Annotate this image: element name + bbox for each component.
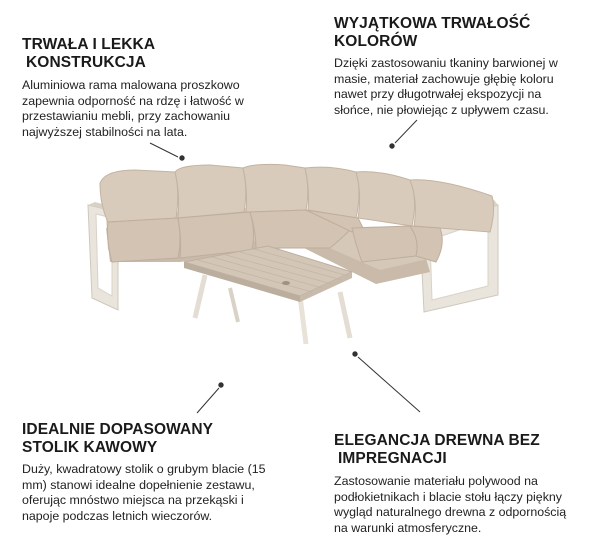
- feature-title-line: IDEALNIE DOPASOWANY: [22, 421, 214, 438]
- coffee-table: [184, 246, 352, 344]
- feature-description-line: oferując mnóstwo miejsca na przekąski i: [22, 493, 244, 507]
- feature-description-line: Duży, kwadratowy stolik o grubym blacie (15: [22, 462, 266, 476]
- feature-description-line: wygląd naturalnego drewna z odpornością: [334, 505, 567, 519]
- feature-title-line: KOLORÓW: [334, 33, 418, 50]
- feature-title: [22, 421, 282, 457]
- feature-description-line: napoje podczas letnich wieczorów.: [22, 508, 213, 523]
- feature-description: [22, 462, 282, 524]
- feature-description-line: Aluminiowa rama malowana proszkowo: [22, 78, 240, 92]
- pointer-dot-wood: [353, 352, 357, 356]
- feature-description: [334, 56, 574, 118]
- feature-title-line: TRWAŁA I LEKKA: [22, 36, 156, 53]
- feature-description-line: zapewnia odporność na rdzę i łatwość w: [22, 93, 244, 108]
- feature-frame: [22, 36, 272, 140]
- pointer-line-frame: [150, 143, 178, 157]
- feature-description-line: nawet przy długotrwałej ekspozycji na: [334, 87, 542, 101]
- feature-title-line: ELEGANCJA DREWNA BEZ: [334, 432, 540, 449]
- feature-title: [334, 15, 574, 51]
- feature-description-line: masie, materiał zachowuje głębię koloru: [334, 71, 554, 86]
- feature-title-line: IMPREGNACJI: [338, 450, 447, 467]
- pointer-line-wood: [358, 357, 420, 412]
- feature-title: [334, 432, 584, 468]
- feature-description-line: przestawianiu mebli, przy zachowaniu: [22, 109, 230, 123]
- feature-table: [22, 421, 282, 524]
- feature-fabric: [334, 15, 574, 118]
- feature-description-line: na warunki atmosferyczne.: [334, 520, 482, 535]
- feature-description-line: mm) stanowi idealne dopełnienie zestawu,: [22, 477, 255, 492]
- pointer-line-fabric: [395, 120, 417, 143]
- feature-description-line: najwyższej stabilności na lata.: [22, 124, 188, 139]
- feature-title: [22, 36, 272, 72]
- feature-description-line: słońce, nie płowiejąc z upływem czasu.: [334, 102, 549, 117]
- feature-title-line: KONSTRUKCJA: [26, 54, 146, 71]
- pointer-dot-fabric: [390, 144, 394, 148]
- feature-title-line: STOLIK KAWOWY: [22, 439, 158, 456]
- feature-wood: [334, 432, 584, 536]
- feature-description: [22, 78, 272, 140]
- pointer-dot-table: [219, 383, 223, 387]
- feature-description-line: Zastosowanie materiału polywood na: [334, 474, 538, 488]
- feature-description-line: podłokietnikach i blacie stołu łączy piękny: [334, 489, 562, 504]
- feature-title-line: WYJĄTKOWA TRWAŁOŚĆ: [334, 15, 531, 32]
- pointer-dot-frame: [180, 156, 184, 160]
- feature-description: [334, 474, 584, 536]
- feature-description-line: Dzięki zastosowaniu tkaniny barwionej w: [334, 56, 558, 70]
- pointer-line-table: [197, 388, 219, 413]
